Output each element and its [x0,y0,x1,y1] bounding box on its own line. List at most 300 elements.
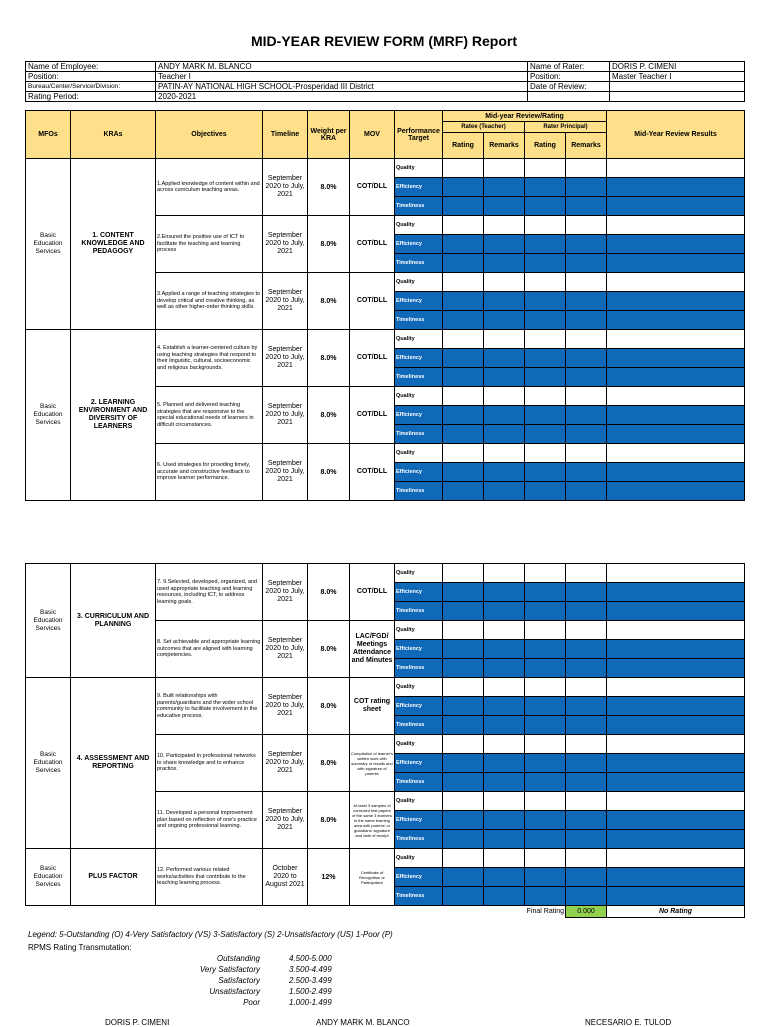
mov-cell: Certificate of Recognition or Participation [350,849,395,906]
objective-cell: 7. 9.Selected, developed, organized, and used appropriate teaching and learning resources, including ICT, to address learning goals. [156,564,263,621]
target-timeliness: Timeliness [395,602,443,621]
rater-remarks-cell[interactable] [566,830,607,849]
period-value: 2020-2021 [156,92,528,102]
rater-remarks-cell[interactable] [566,735,607,754]
ratee-remarks-cell[interactable] [484,716,525,735]
weight-cell: 8.0% [308,621,350,678]
rater-position-label: Position: [528,72,610,82]
signatory-ratee: ANDY MARK M. BLANCO [316,1018,410,1027]
ratee-rating-cell[interactable] [443,773,484,792]
ratee-rating-cell[interactable] [443,697,484,716]
rater-remarks-cell[interactable] [566,330,607,349]
rater-rating-cell[interactable] [525,482,566,501]
rater-rating-cell[interactable] [525,406,566,425]
ratee-remarks-cell[interactable] [484,387,525,406]
mfo-cell: Basic Education Services [26,159,71,330]
ratee-rating-cell[interactable] [443,254,484,273]
rater-remarks-cell[interactable] [566,311,607,330]
ratee-rating-cell[interactable] [443,197,484,216]
col-rater: Rater Principal) [525,122,607,133]
review-result-cell[interactable] [607,678,745,697]
review-result-cell[interactable] [607,754,745,773]
objective-cell: 9. Built relationships with parents/guardians and the wider school community to facilitate involvement in the educative process. [156,678,263,735]
target-timeliness: Timeliness [395,368,443,387]
mfo-cell: Basic Education Services [26,330,71,501]
ratee-remarks-cell[interactable] [484,159,525,178]
weight-cell: 8.0% [308,330,350,387]
rater-rating-cell[interactable] [525,368,566,387]
rpms-title: RPMS Rating Transmutation: [28,943,132,952]
review-result-cell[interactable] [607,830,745,849]
mov-cell: LAC/FGD/ Meetings Attendance and Minutes [350,621,395,678]
target-quality: Quality [395,216,443,235]
target-quality: Quality [395,678,443,697]
ratee-remarks-cell[interactable] [484,659,525,678]
ratee-remarks-cell[interactable] [484,602,525,621]
review-result-cell[interactable] [607,621,745,640]
timeline-cell: September 2020 to July, 2021 [263,444,308,501]
ratee-rating-cell[interactable] [443,621,484,640]
ratee-rating-cell[interactable] [443,659,484,678]
ratee-rating-cell[interactable] [443,444,484,463]
rater-rating-cell[interactable] [525,387,566,406]
review-result-cell[interactable] [607,349,745,368]
col-objectives: Objectives [156,111,263,159]
rater-remarks-cell[interactable] [566,273,607,292]
weight-cell: 8.0% [308,387,350,444]
ratee-remarks-cell[interactable] [484,178,525,197]
review-result-cell[interactable] [607,254,745,273]
scale-label-0: Outstanding [216,954,260,963]
scale-label-2: Satisfactory [218,976,260,985]
scale-range-4: 1.000-1.499 [289,998,332,1007]
review-result-cell[interactable] [607,159,745,178]
target-efficiency: Efficiency [395,292,443,311]
rater-remarks-cell[interactable] [566,368,607,387]
rater-rating-cell[interactable] [525,425,566,444]
timeline-cell: September 2020 to July, 2021 [263,735,308,792]
rater-remarks-cell[interactable] [566,659,607,678]
ratee-remarks-cell[interactable] [484,849,525,868]
bureau-label: Bureau/Center/Service/Division: [26,82,156,92]
review-result-cell[interactable] [607,868,745,887]
ratee-remarks-cell[interactable] [484,273,525,292]
review-result-cell[interactable] [607,849,745,868]
rater-remarks-cell[interactable] [566,216,607,235]
review-table-page2 [25,563,745,918]
rater-rating-cell[interactable] [525,716,566,735]
timeline-cell: September 2020 to July, 2021 [263,330,308,387]
ratee-remarks-cell[interactable] [484,349,525,368]
rater-remarks-cell[interactable] [566,697,607,716]
timeline-cell: September 2020 to July, 2021 [263,792,308,849]
rater-rating-cell[interactable] [525,235,566,254]
review-result-cell[interactable] [607,197,745,216]
ratee-rating-cell[interactable] [443,754,484,773]
timeline-cell: September 2020 to July, 2021 [263,159,308,216]
scale-label-3: Unsatisfactory [209,987,260,996]
timeline-cell: September 2020 to July, 2021 [263,387,308,444]
rater-remarks-cell[interactable] [566,868,607,887]
rater-remarks-cell[interactable] [566,792,607,811]
ratee-remarks-cell[interactable] [484,406,525,425]
rater-remarks-cell[interactable] [566,387,607,406]
final-rating-value: 0.000 [566,906,607,918]
ratee-remarks-cell[interactable] [484,292,525,311]
target-timeliness: Timeliness [395,887,443,906]
ratee-rating-cell[interactable] [443,273,484,292]
target-efficiency: Efficiency [395,754,443,773]
review-result-cell[interactable] [607,425,745,444]
review-result-cell[interactable] [607,773,745,792]
scale-range-2: 2.500-3.499 [289,976,332,985]
rater-remarks-cell[interactable] [566,406,607,425]
ratee-rating-cell[interactable] [443,602,484,621]
target-quality: Quality [395,387,443,406]
rater-rating-cell[interactable] [525,773,566,792]
rater-rating-cell[interactable] [525,811,566,830]
position-value: Teacher I [156,72,528,82]
target-efficiency: Efficiency [395,349,443,368]
legend: Legend: 5-Outstanding (O) 4-Very Satisfactory (VS) 3-Satisfactory (S) 2-Unsatisfactory (US) 1-Poor (P) [28,930,393,939]
target-timeliness: Timeliness [395,197,443,216]
rater-rating-cell[interactable] [525,292,566,311]
review-result-cell[interactable] [607,482,745,501]
review-result-cell[interactable] [607,330,745,349]
target-quality: Quality [395,849,443,868]
col-ratee-remarks: Remarks [484,133,525,159]
target-quality: Quality [395,159,443,178]
ratee-remarks-cell[interactable] [484,830,525,849]
weight-cell: 8.0% [308,216,350,273]
target-timeliness: Timeliness [395,311,443,330]
weight-cell: 8.0% [308,564,350,621]
ratee-rating-cell[interactable] [443,792,484,811]
rater-rating-cell[interactable] [525,311,566,330]
table-row [26,564,745,583]
ratee-remarks-cell[interactable] [484,235,525,254]
timeline-cell: September 2020 to July, 2021 [263,216,308,273]
review-result-cell[interactable] [607,583,745,602]
kra-cell: 1. CONTENT KNOWLEDGE AND PEDAGOGY [71,159,156,330]
position-label: Position: [26,72,156,82]
objective-cell: 8. Set achievable and appropriate learning outcomes that are aligned with learning competencies. [156,621,263,678]
table-row [26,849,745,868]
col-ratee: Ratee (Teacher) [443,122,525,133]
weight-cell: 8.0% [308,735,350,792]
target-quality: Quality [395,621,443,640]
rater-remarks-cell[interactable] [566,235,607,254]
ratee-rating-cell[interactable] [443,849,484,868]
objective-cell: 5. Planned and delivered teaching strategies that are responsive to the special educational needs of learners in difficult circumstances. [156,387,263,444]
objective-cell: 3.Applied a range of teaching strategies to develop critical and creative thinking, as well as other higher-order thinking skills. [156,273,263,330]
timeline-cell: September 2020 to July, 2021 [263,564,308,621]
rater-rating-cell[interactable] [525,602,566,621]
review-result-cell[interactable] [607,887,745,906]
form-title: MID-YEAR REVIEW FORM (MRF) Report [251,33,517,49]
rater-remarks-cell[interactable] [566,178,607,197]
target-timeliness: Timeliness [395,425,443,444]
rater-rating-cell[interactable] [525,849,566,868]
ratee-remarks-cell[interactable] [484,868,525,887]
mov-cell: COT/DLL [350,330,395,387]
timeline-cell: September 2020 to July, 2021 [263,273,308,330]
ratee-remarks-cell[interactable] [484,425,525,444]
rater-remarks-cell[interactable] [566,887,607,906]
ratee-rating-cell[interactable] [443,640,484,659]
rater-rating-cell[interactable] [525,178,566,197]
target-quality: Quality [395,564,443,583]
rater-remarks-cell[interactable] [566,849,607,868]
ratee-remarks-cell[interactable] [484,792,525,811]
review-result-cell[interactable] [607,602,745,621]
rater-remarks-cell[interactable] [566,754,607,773]
review-result-cell[interactable] [607,811,745,830]
rater-rating-cell[interactable] [525,640,566,659]
review-result-cell[interactable] [607,697,745,716]
ratee-rating-cell[interactable] [443,178,484,197]
col-weight: Weight per KRA [308,111,350,159]
rater-rating-cell[interactable] [525,792,566,811]
ratee-rating-cell[interactable] [443,330,484,349]
rater-remarks-cell[interactable] [566,463,607,482]
mov-cell: COT/DLL [350,216,395,273]
col-timeline: Timeline [263,111,308,159]
rater-rating-cell[interactable] [525,659,566,678]
target-efficiency: Efficiency [395,583,443,602]
ratee-remarks-cell[interactable] [484,697,525,716]
mov-cell: COT/DLL [350,444,395,501]
weight-cell: 8.0% [308,273,350,330]
weight-cell: 12% [308,849,350,906]
rater-rating-cell[interactable] [525,754,566,773]
rater-remarks-cell[interactable] [566,444,607,463]
final-rating-row [26,906,745,918]
target-timeliness: Timeliness [395,254,443,273]
col-mfos: MFOs [26,111,71,159]
col-mov: MOV [350,111,395,159]
target-quality: Quality [395,330,443,349]
ratee-remarks-cell[interactable] [484,564,525,583]
ratee-rating-cell[interactable] [443,868,484,887]
rater-remarks-cell[interactable] [566,602,607,621]
review-table-page1 [25,110,745,501]
ratee-rating-cell[interactable] [443,735,484,754]
ratee-rating-cell[interactable] [443,678,484,697]
rater-remarks-cell[interactable] [566,292,607,311]
weight-cell: 8.0% [308,792,350,849]
ratee-rating-cell[interactable] [443,349,484,368]
date-value [610,82,745,92]
mov-cell: COT/DLL [350,273,395,330]
mov-cell: COT/DLL [350,387,395,444]
ratee-remarks-cell[interactable] [484,640,525,659]
rater-remarks-cell[interactable] [566,159,607,178]
ratee-remarks-cell[interactable] [484,773,525,792]
review-result-cell[interactable] [607,368,745,387]
ratee-remarks-cell[interactable] [484,311,525,330]
ratee-remarks-cell[interactable] [484,754,525,773]
ratee-remarks-cell[interactable] [484,583,525,602]
rater-remarks-cell[interactable] [566,716,607,735]
rater-rating-cell[interactable] [525,254,566,273]
ratee-rating-cell[interactable] [443,235,484,254]
employee-info-table [25,61,745,102]
ratee-remarks-cell[interactable] [484,330,525,349]
rater-rating-cell[interactable] [525,463,566,482]
ratee-remarks-cell[interactable] [484,887,525,906]
ratee-remarks-cell[interactable] [484,254,525,273]
timeline-cell: September 2020 to July, 2021 [263,678,308,735]
ratee-rating-cell[interactable] [443,564,484,583]
review-result-cell[interactable] [607,463,745,482]
rater-rating-cell[interactable] [525,678,566,697]
employee-label: Name of Employee: [26,62,156,72]
rater-remarks-cell[interactable] [566,773,607,792]
rater-rating-cell[interactable] [525,330,566,349]
ratee-remarks-cell[interactable] [484,197,525,216]
rater-remarks-cell[interactable] [566,349,607,368]
ratee-remarks-cell[interactable] [484,216,525,235]
objective-cell: 1.Applied knowledge of content within and across curriculum teaching areas. [156,159,263,216]
target-efficiency: Efficiency [395,406,443,425]
col-rater-remarks: Remarks [566,133,607,159]
review-result-cell[interactable] [607,716,745,735]
ratee-remarks-cell[interactable] [484,463,525,482]
rater-rating-cell[interactable] [525,564,566,583]
rater-rating-cell[interactable] [525,697,566,716]
review-result-cell[interactable] [607,735,745,754]
review-result-cell[interactable] [607,564,745,583]
review-result-cell[interactable] [607,273,745,292]
objective-cell: 10. Participated in professional networks to share knowledge and to enhance practice. [156,735,263,792]
rater-rating-cell[interactable] [525,159,566,178]
table-row [26,678,745,697]
ratee-rating-cell[interactable] [443,830,484,849]
ratee-remarks-cell[interactable] [484,482,525,501]
rater-remarks-cell[interactable] [566,425,607,444]
scale-range-3: 1.500-2.499 [289,987,332,996]
target-quality: Quality [395,273,443,292]
rater-rating-cell[interactable] [525,830,566,849]
rater-remarks-cell[interactable] [566,583,607,602]
ratee-remarks-cell[interactable] [484,621,525,640]
ratee-rating-cell[interactable] [443,482,484,501]
ratee-remarks-cell[interactable] [484,444,525,463]
review-result-cell[interactable] [607,792,745,811]
scale-range-0: 4.500-5.000 [289,954,332,963]
ratee-rating-cell[interactable] [443,406,484,425]
review-result-cell[interactable] [607,659,745,678]
review-result-cell[interactable] [607,444,745,463]
scale-range-1: 3.500-4.499 [289,965,332,974]
rater-remarks-cell[interactable] [566,811,607,830]
rater-rating-cell[interactable] [525,887,566,906]
rater-rating-cell[interactable] [525,735,566,754]
ratee-remarks-cell[interactable] [484,678,525,697]
target-timeliness: Timeliness [395,659,443,678]
ratee-rating-cell[interactable] [443,216,484,235]
review-result-cell[interactable] [607,178,745,197]
review-result-cell[interactable] [607,387,745,406]
rater-rating-cell[interactable] [525,583,566,602]
mfo-cell: Basic Education Services [26,849,71,906]
target-timeliness: Timeliness [395,773,443,792]
review-result-cell[interactable] [607,292,745,311]
target-timeliness: Timeliness [395,482,443,501]
ratee-rating-cell[interactable] [443,716,484,735]
rater-rating-cell[interactable] [525,349,566,368]
ratee-rating-cell[interactable] [443,368,484,387]
kra-cell: 3. CURRICULUM AND PLANNING [71,564,156,678]
rater-rating-cell[interactable] [525,868,566,887]
table-row [26,159,745,178]
mov-cell: COT/DLL [350,159,395,216]
ratee-rating-cell[interactable] [443,583,484,602]
ratee-remarks-cell[interactable] [484,811,525,830]
rater-remarks-cell[interactable] [566,482,607,501]
col-results: Mid-Year Review Results [607,111,745,159]
col-kras: KRAs [71,111,156,159]
rater-rating-cell[interactable] [525,216,566,235]
ratee-remarks-cell[interactable] [484,735,525,754]
rater-rating-cell[interactable] [525,273,566,292]
rater-value: DORIS P. CIMENI [610,62,745,72]
target-efficiency: Efficiency [395,235,443,254]
review-result-cell[interactable] [607,235,745,254]
review-result-cell[interactable] [607,640,745,659]
review-result-cell[interactable] [607,216,745,235]
rater-remarks-cell[interactable] [566,564,607,583]
ratee-rating-cell[interactable] [443,292,484,311]
objective-cell: 12. Performed various related works/activities that contribute to the teaching learning process. [156,849,263,906]
target-efficiency: Efficiency [395,697,443,716]
target-efficiency: Efficiency [395,463,443,482]
rater-remarks-cell[interactable] [566,621,607,640]
ratee-rating-cell[interactable] [443,887,484,906]
ratee-rating-cell[interactable] [443,311,484,330]
target-timeliness: Timeliness [395,830,443,849]
rater-remarks-cell[interactable] [566,640,607,659]
rater-remarks-cell[interactable] [566,197,607,216]
review-result-cell[interactable] [607,311,745,330]
scale-label-1: Very Satisfactory [199,965,260,974]
ratee-remarks-cell[interactable] [484,368,525,387]
mov-cell: COT rating sheet [350,678,395,735]
timeline-cell: September 2020 to July, 2021 [263,621,308,678]
table-row [26,330,745,349]
ratee-rating-cell[interactable] [443,463,484,482]
timeline-cell: October 2020 to August 2021 [263,849,308,906]
target-timeliness: Timeliness [395,716,443,735]
rater-rating-cell[interactable] [525,444,566,463]
scale-label-4: Poor [243,998,260,1007]
target-quality: Quality [395,444,443,463]
ratee-rating-cell[interactable] [443,425,484,444]
ratee-rating-cell[interactable] [443,811,484,830]
review-result-cell[interactable] [607,406,745,425]
rater-rating-cell[interactable] [525,197,566,216]
rater-remarks-cell[interactable] [566,678,607,697]
rater-rating-cell[interactable] [525,621,566,640]
signatory-approver: NECESARIO E. TULOD [585,1018,672,1027]
mov-cell: Compilation of learner's written work with summary of results and with signature of parents [350,735,395,792]
ratee-rating-cell[interactable] [443,159,484,178]
rater-remarks-cell[interactable] [566,254,607,273]
ratee-rating-cell[interactable] [443,387,484,406]
period-label: Rating Period: [26,92,156,102]
target-efficiency: Efficiency [395,868,443,887]
